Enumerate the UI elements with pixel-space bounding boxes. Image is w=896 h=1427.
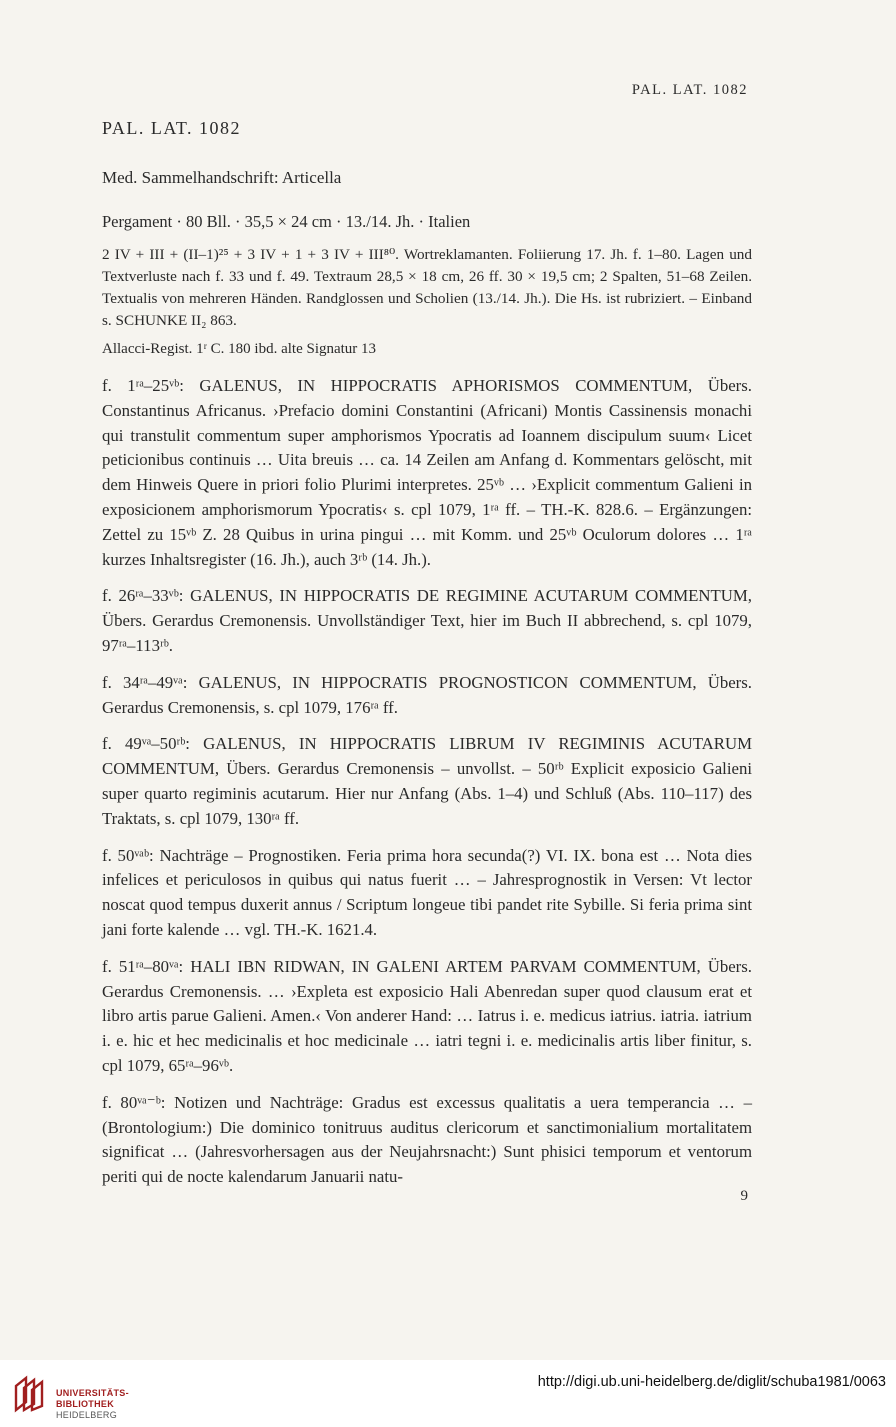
library-name-line-1: UNIVERSITÄTS- <box>56 1388 129 1398</box>
content-entry-3: f. 34ʳᵃ–49ᵛᵃ: GALENUS, IN HIPPOCRATIS PROGNOSTICON COMMENTUM, Übers. Gerardus Cremonensis, s. cpl 1079, 176ʳᵃ ff. <box>102 672 752 717</box>
library-emblem-icon <box>12 1374 46 1414</box>
content-entry-2: f. 26ʳᵃ–33ᵛᵇ: GALENUS, IN HIPPOCRATIS DE REGIMINE ACUTARUM COMMENTUM, Übers. Gerardus Cremonensis. Unvollständiger Text, hier im Buch II abbrechend, s. cpl 1079, 97ʳᵃ–113ʳᵇ. <box>102 586 752 655</box>
library-name-line-3: HEIDELBERG <box>56 1410 118 1420</box>
shelfmark-heading: PAL. LAT. 1082 <box>102 118 242 138</box>
content-entry-1: f. 1ʳᵃ–25ᵛᵇ: GALENUS, IN HIPPOCRATIS APHORISMOS COMMENTUM, Übers. Constantinus Africanus. ›Prefacio domini Constantini (Africani) Montis Cassinensis monachi qui transtulit commentum super amphorismos Ypocratis ad Ioannem discipulum suum‹ Licet peticionibus continuis … Uita breuis … ca. 14 Zeilen am Anfang d. Kommentars gelöscht, mit dem Hinweis Quere in priori folio Plurimi interpretes. 25ᵛᵇ … ›Explicit commentum Galieni in exposicionem amphorismorum Ypocratis‹ s. cpl 1079, 1ʳᵃ ff. – TH.-K. 828.6. – Ergänzungen: Zettel zu 15ᵛᵇ Z. 28 Quibus in urina pingui … mit Komm. und 25ᵛᵇ Oculorum dolores … 1ʳᵃ kurzes Inhaltsregister (16. Jh.), auch 3ʳᵇ (14. Jh.). <box>102 376 752 569</box>
running-head: PAL. LAT. 1082 <box>631 82 748 98</box>
footer-bar <box>0 1360 896 1427</box>
allacci-register: Allacci-Regist. 1ʳ C. 180 ibd. alte Signatur 13 <box>102 341 377 357</box>
content-entry-7: f. 80ᵛᵃ⁻ᵇ: Notizen und Nachträge: Gradus est excessus qualitatis a uera temperancia … – (Brontologium:) Die dominico tonitruus auditus clericorum et sanctimonialium mortalitatem significat … (Jahresvorhersagen aus der Neujahrsnacht:) Sunt phisici temporum et ventorum periti qui de nocte kalendarum Januarii natu- <box>102 1092 752 1187</box>
library-logo[interactable] <box>10 1372 129 1420</box>
content-entry-4: f. 49ᵛᵃ–50ʳᵇ: GALENUS, IN HIPPOCRATIS LIBRUM IV REGIMINIS ACUTARUM COMMENTUM, Übers. Gerardus Cremonensis – unvollst. – 50ʳᵇ Explicit exposicio Galieni super quarto regiminis acutarum. Hier nur Anfang (Abs. 1–4) und Schluß (Abs. 110–117) des Traktats, s. cpl 1079, 130ʳᵃ ff. <box>102 734 752 828</box>
permalink-url[interactable]: http://digi.ub.uni-heidelberg.de/diglit/schuba1981/0063 <box>537 1374 886 1390</box>
physical-description: Pergament · 80 Bll. · 35,5 × 24 cm · 13./14. Jh. · Italien <box>102 212 471 231</box>
collation-description: 2 IV + III + (II–1)²⁵ + 3 IV + 1 + 3 IV + III⁸⁰. Wortreklamanten. Foliierung 17. Jh. f. 1–80. Lagen und Textverluste nach f. 33 und f. 49. Textraum 28,5 × 18 cm, 26 ff. 30 × 19,5 cm; 2 Spalten, 51–68 Zeilen. Textualis von mehreren Händen. Randglossen und Scholien (13./14. Jh.). Die Hs. ist rubriziert. – Einband s. SCHUNKE II₂ 863. <box>102 246 752 329</box>
manuscript-title: Med. Sammelhandschrift: Articella <box>102 168 342 187</box>
content-entry-6: f. 51ʳᵃ–80ᵛᵃ: HALI IBN RIDWAN, IN GALENI ARTEM PARVAM COMMENTUM, Übers. Gerardus Cremonensis. … ›Expleta est exposicio Hali Abenredan super quod clausum erat et libro artis parue Galieni. Amen.‹ Von anderer Hand: … Iatrus i. e. medicus iatrius. iatria. iatrium i. e. hic et hec medicinalis et hoc medicinale … iatri tegni i. e. medicinalis artis liber finitur, s. cpl 1079, 65ʳᵃ–96ᵛᵇ. <box>102 956 752 1075</box>
library-name <box>56 1388 129 1421</box>
page-number: 9 <box>740 1188 748 1204</box>
content-entry-5: f. 50ᵛᵃᵇ: Nachträge – Prognostiken. Feria prima hora secunda(?) VI. IX. bona est … Nota dies infelices et periculosos in quibus qui natus fuerit … – Jahresprognostik in Versen: Vt lector noscat quod tempus duxerit annus / Scriptum longeue tibi pandet rite Sybille. Si feria prima sint jani forte kalende … vgl. TH.-K. 1621.4. <box>102 845 752 939</box>
library-name-line-2: BIBLIOTHEK <box>56 1399 114 1409</box>
catalog-entry <box>102 118 752 1202</box>
